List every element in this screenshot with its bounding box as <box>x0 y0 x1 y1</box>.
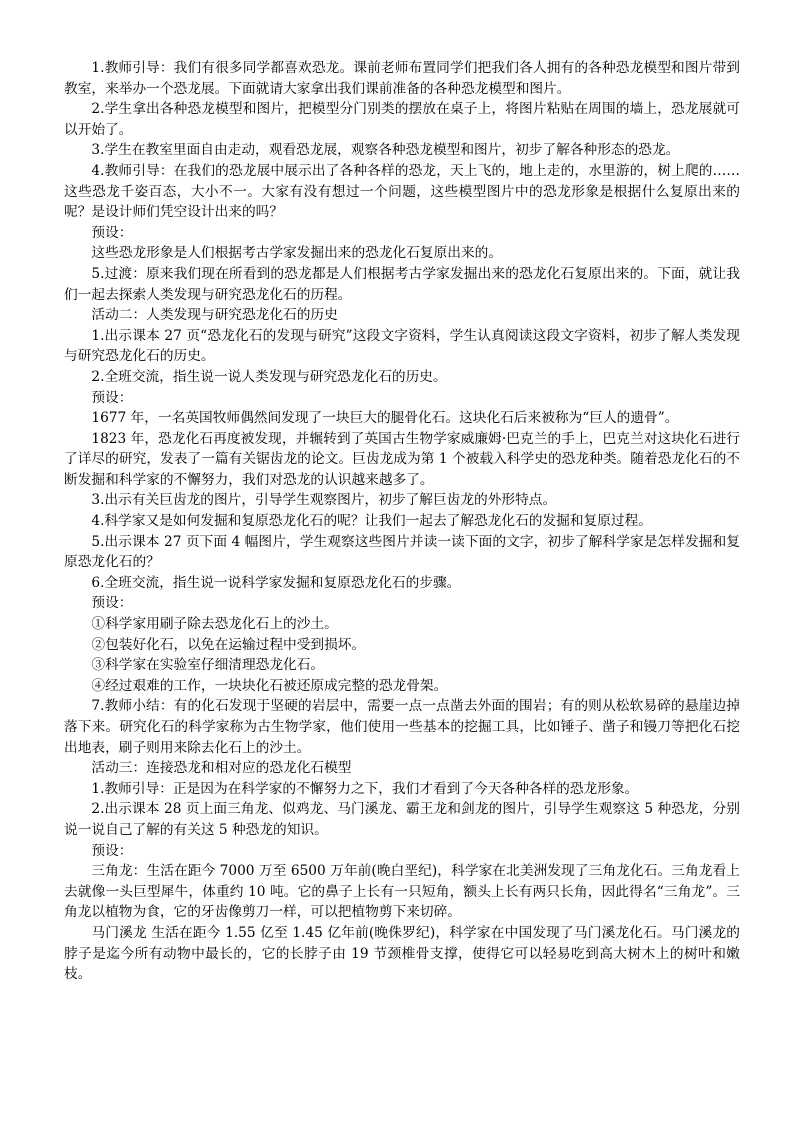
paragraph: 预设： <box>91 224 133 241</box>
paragraph: 预设： <box>91 595 133 612</box>
list-item: ③科学家在实验室仔细清理恐龙化石。 <box>91 657 325 674</box>
paragraph: 这些恐龙形象是人们根据考古学家发掘出来的恐龙化石复原出来的。 <box>91 245 503 262</box>
paragraph: 1.教师引导：正是因为在科学家的不懈努力之下，我们才看到了今天各种各样的恐龙形象。 <box>91 780 639 797</box>
paragraph: 5.过渡：原来我们现在所看到的恐龙都是人们根据考古学家发掘出来的恐龙化石复原出来的。下面，就让我们一起去探索人类发现与研究恐龙化石的历程。 <box>64 265 740 303</box>
list-item: ②包装好化石，以免在运输过程中受到损坏。 <box>91 636 366 653</box>
paragraph: 5.出示课本 27 页下面 4 幅图片，学生观察这些图片并读一读下面的文字，初步了解科学家是怎样发掘和复原恐龙化石的？ <box>64 533 740 571</box>
paragraph: 3.学生在教室里面自由走动，观看恐龙展，观察各种恐龙模型和图片，初步了解各种形态的恐龙。 <box>91 142 680 159</box>
paragraph: 6.全班交流，指生说一说科学家发掘和复原恐龙化石的步骤。 <box>91 574 461 591</box>
document-body <box>64 58 740 985</box>
section-heading: 活动二：人类发现与研究恐龙化石的历史 <box>91 307 338 324</box>
paragraph: 1.出示课本 27 页“恐龙化石的发现与研究”这段文字资料，学生认真阅读这段文字资料，初步了解人类发现与研究恐龙化石的历史。 <box>64 327 740 365</box>
paragraph: 三角龙：生活在距今 7000 万至 6500 万年前(晚白垩纪)，科学家在北美洲发现了三角龙化石。三角龙看上去就像一头巨型犀牛，体重约 10 吨。它的鼻子上长有一只短角，额头上长有两只长角，因此得名“三角龙”。三角龙以植物为食，它的牙齿像剪刀一样，可以把植物剪下来切碎。 <box>64 863 740 921</box>
paragraph: 1.教师引导：我们有很多同学都喜欢恐龙。课前老师布置同学们把我们各人拥有的各种恐龙模型和图片带到教室，来举办一个恐龙展。下面就请大家拿出我们课前准备的各种恐龙模型和图片。 <box>64 60 740 97</box>
paragraph: 预设： <box>91 389 133 406</box>
paragraph: 2.学生拿出各种恐龙模型和图片，把模型分门别类的摆放在桌子上，将图片粘贴在周围的墙上，恐龙展就可以开始了。 <box>64 101 740 138</box>
paragraph: 4.教师引导：在我们的恐龙展中展示出了各种各样的恐龙，天上飞的，地上走的，水里游的，树上爬的……这些恐龙千姿百态，大小不一。大家有没有想过一个问题，这些模型图片中的恐龙形象是根据什么复原出来的呢？是设计师们凭空设计出来的吗？ <box>64 162 740 221</box>
section-heading: 活动三：连接恐龙和相对应的恐龙化石模型 <box>91 760 352 777</box>
list-item: ④经过艰难的工作，一块块化石被还原成完整的恐龙骨架。 <box>91 677 448 694</box>
paragraph: 1677 年，一名英国牧师偶然间发现了一块巨大的腿骨化石。这块化石后来被称为“巨人的遗骨”。 <box>91 410 679 427</box>
paragraph: 预设： <box>91 842 133 859</box>
paragraph: 2.全班交流，指生说一说人类发现与研究恐龙化石的历史。 <box>91 368 447 385</box>
paragraph: 4.科学家又是如何发掘和复原恐龙化石的呢？让我们一起去了解恐龙化石的发掘和复原过程。 <box>91 513 652 530</box>
list-item: ①科学家用刷子除去恐龙化石上的沙土。 <box>91 616 338 633</box>
paragraph: 2.出示课本 28 页上面三角龙、似鸡龙、马门溪龙、霸王龙和剑龙的图片，引导学生观察这 5 种恐龙，分别说一说自己了解的有关这 5 种恐龙的知识。 <box>64 801 740 838</box>
paragraph: 3.出示有关巨齿龙的图片，引导学生观察图片，初步了解巨齿龙的外形特点。 <box>91 492 557 509</box>
paragraph: 马门溪龙 生活在距今 1.55 亿至 1.45 亿年前(晚侏罗纪)，科学家在中国发现了马门溪龙化石。马门溪龙的脖子是迄今所有动物中最长的，它的长脖子由 19 节颈椎骨支撑，使得它可以轻易吃到高大树木上的树叶和嫩枝。 <box>64 924 740 983</box>
paragraph: 1823 年，恐龙化石再度被发现，并辗转到了英国古生物学家威廉姆·巴克兰的手上，巴克兰对这块化石进行了详尽的研究，发表了一篇有关锯齿龙的论文。巨齿龙成为第 1 个被载入科学史的恐龙种类。随着恐龙化石的不断发掘和科学家的不懈努力，我们对恐龙的认识越来越多了。 <box>64 430 740 488</box>
paragraph: 7.教师小结：有的化石发现于坚硬的岩层中，需要一点一点凿去外面的围岩；有的则从松软易碎的悬崖边掉落下来。研究化石的科学家称为古生物学家，他们使用一些基本的挖掘工具，比如锤子、凿子和镘刀等把化石挖出地表，刷子则用来除去化石上的沙土。 <box>64 698 740 756</box>
